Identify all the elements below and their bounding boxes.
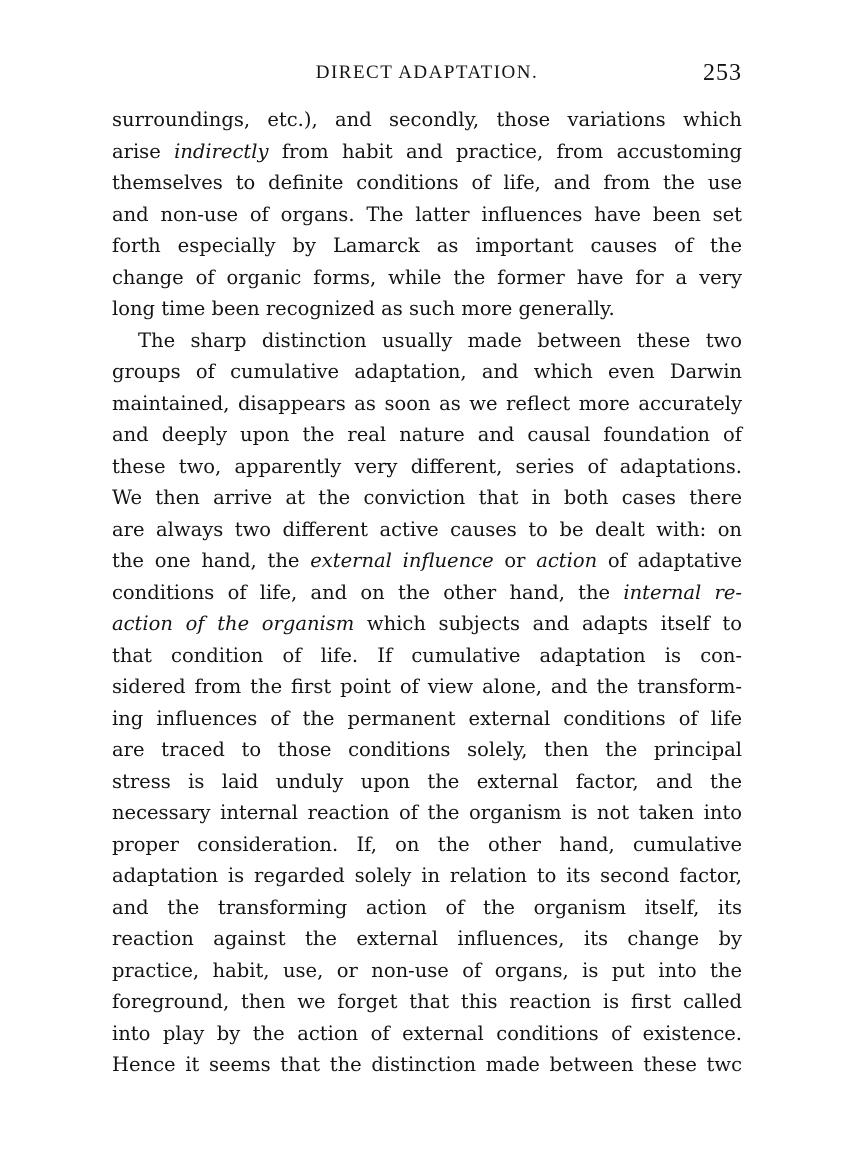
- text-line: [112, 545, 742, 577]
- text-line: Hence it seems that the distinction made between these twc: [112, 1053, 742, 1076]
- text-line: are always two different active causes to be dealt with: on: [112, 517, 742, 541]
- text-segment: or: [493, 549, 537, 572]
- text-line: ing influences of the permanent external conditions of life: [112, 706, 742, 730]
- text-line: [112, 577, 742, 609]
- text-line: practice, habit, use, or non-use of organs, is put into the: [112, 958, 742, 982]
- text-line: groups of cumulative adaptation, and which even Darwin: [112, 360, 742, 383]
- text-line: We then arrive at the conviction that in both cases there: [112, 486, 742, 509]
- text-segment: from habit and practice, from accustoming: [268, 139, 742, 163]
- text-line: that condition of life. If cumulative adaptation is con-: [112, 643, 742, 667]
- paragraph-1: [112, 104, 742, 325]
- text-line: forth especially by Lamarck as important causes of the: [112, 234, 742, 257]
- text-line: into play by the action of external conditions of existence.: [112, 1021, 742, 1045]
- text-line: reaction against the external influences, its change by: [112, 927, 742, 950]
- italic-text: internal re-: [623, 580, 742, 604]
- text-line: these two, apparently very different, series of adaptations.: [112, 454, 742, 478]
- text-segment: arise: [112, 139, 175, 163]
- page-number: 253: [703, 60, 742, 86]
- text-line: and deeply upon the real nature and causal foundation of: [112, 423, 742, 446]
- body-text: [112, 104, 742, 1081]
- text-line: proper consideration. If, on the other hand, cumulative: [112, 832, 742, 856]
- text-line: [112, 608, 742, 640]
- text-line: are traced to those conditions solely, then the principal: [112, 738, 742, 761]
- text-segment: conditions of life, and on the other hand, the: [112, 580, 624, 604]
- italic-text: indirectly: [174, 139, 269, 163]
- text-segment: the one hand, the: [112, 549, 311, 572]
- italic-text: external influence: [310, 549, 494, 572]
- text-line: foreground, then we forget that this reaction is first called: [112, 990, 742, 1013]
- italic-text: action of the organism: [112, 612, 355, 635]
- text-line: long time been recognized as such more generally.: [112, 297, 615, 320]
- text-line: themselves to definite conditions of life, and from the use: [112, 171, 742, 194]
- text-line: sidered from the first point of view alone, and the transform-: [112, 675, 742, 698]
- text-line: and non-use of organs. The latter influences have been set: [112, 202, 742, 226]
- text-line: and the transforming action of the organism itself, its: [112, 895, 742, 919]
- paragraph-2: [112, 325, 742, 1081]
- text-segment: which subjects and adapts itself to: [354, 612, 742, 635]
- text-line: stress is laid unduly upon the external factor, and the: [112, 769, 742, 793]
- italic-text: action: [536, 549, 598, 572]
- text-line: surroundings, etc.), and secondly, those variations which: [112, 108, 742, 131]
- text-segment: of adaptative: [597, 549, 742, 572]
- text-line: maintained, disappears as soon as we reflect more accurately: [112, 391, 742, 415]
- text-line: The sharp distinction usually made between these two: [138, 328, 742, 352]
- running-title: DIRECT ADAPTATION.: [315, 62, 539, 83]
- text-line: necessary internal reaction of the organism is not taken into: [112, 801, 742, 824]
- text-line: [112, 136, 742, 168]
- running-head: [112, 60, 742, 90]
- text-line: change of organic forms, while the former have for a very: [112, 265, 742, 289]
- text-line: adaptation is regarded solely in relation to its second factor,: [112, 864, 742, 887]
